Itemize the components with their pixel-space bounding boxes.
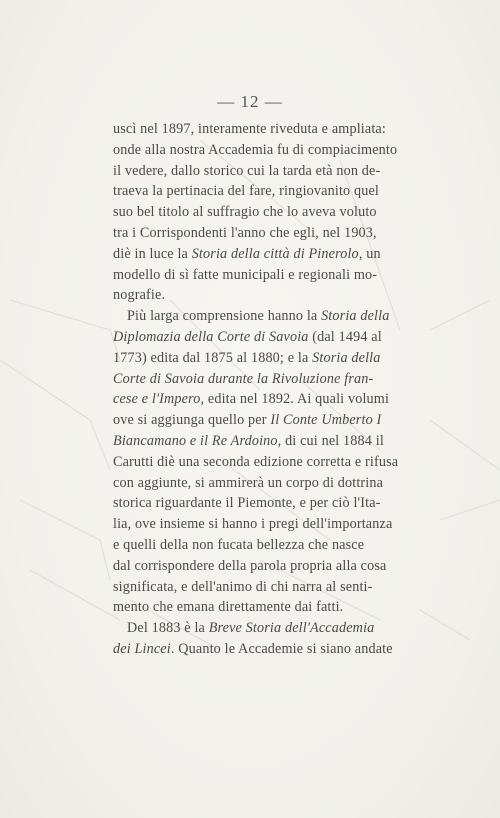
text-run: onde alla nostra Accademia fu di compiacimento bbox=[113, 141, 398, 158]
text-run: Del 1883 è la bbox=[127, 620, 209, 637]
text-line bbox=[113, 369, 431, 390]
text-line bbox=[113, 181, 431, 202]
text-line bbox=[113, 597, 431, 618]
text-line bbox=[113, 431, 431, 452]
text-line bbox=[113, 140, 431, 161]
text-run: , di cui nel 1884 il bbox=[277, 432, 384, 449]
text-line bbox=[113, 161, 431, 182]
text-line bbox=[113, 556, 431, 577]
text-line bbox=[113, 223, 431, 244]
text-run: . Quanto le Accademie si siano andate bbox=[170, 640, 393, 657]
text-run: significata, e dell'animo di chi narra al senti- bbox=[113, 578, 373, 595]
text-line bbox=[113, 306, 431, 327]
text-line bbox=[113, 493, 431, 514]
text-line bbox=[113, 639, 431, 660]
text-run: uscì nel 1897, interamente riveduta e ampliata: bbox=[113, 121, 386, 137]
italic-title-text: cese e l'Impero bbox=[113, 391, 201, 408]
italic-title-text: Diplomazia della Corte di Savoia bbox=[113, 328, 309, 345]
text-run: traeva la pertinacia del fare, ringiovanito quel bbox=[113, 183, 379, 200]
text-run: Più larga comprensione hanno la bbox=[127, 308, 322, 325]
text-line bbox=[113, 348, 431, 369]
text-run: dal corrispondere della parola propria alla cosa bbox=[113, 557, 387, 574]
text-line bbox=[113, 202, 431, 223]
text-line bbox=[113, 265, 431, 286]
text-line bbox=[113, 389, 431, 410]
text-run: 1773) edita dal 1875 al 1880; e la bbox=[113, 349, 313, 366]
text-run: mento che emana direttamente dai fatti. bbox=[113, 599, 344, 616]
text-line bbox=[113, 410, 431, 431]
italic-title-text: Breve Storia dell'Accademia bbox=[208, 620, 375, 637]
text-line bbox=[113, 514, 431, 535]
text-run: ove si aggiunga quello per bbox=[113, 412, 271, 429]
body-text bbox=[113, 119, 431, 660]
text-run: il vedere, dallo storico cui la tarda età non de- bbox=[113, 162, 381, 179]
text-line bbox=[113, 285, 431, 306]
text-line bbox=[113, 473, 431, 494]
text-run: suo bel titolo al suffragio che lo aveva voluto bbox=[113, 204, 377, 221]
italic-title-text: dei Lincei bbox=[113, 640, 171, 657]
text-run: lia, ove insieme si hanno i pregi dell'importanza bbox=[113, 516, 393, 533]
text-run: modello di sì fatte municipali e regionali mo- bbox=[113, 266, 378, 283]
text-line bbox=[113, 452, 431, 473]
text-run: Carutti diè una seconda edizione corretta e rifusa bbox=[113, 453, 399, 470]
italic-title-text: Il Conte Umberto I bbox=[270, 412, 382, 429]
italic-title-text: Storia della bbox=[321, 308, 390, 325]
text-line bbox=[113, 327, 431, 348]
text-run: nografie. bbox=[113, 287, 166, 304]
text-line bbox=[113, 119, 431, 140]
italic-title-text: Biancamano e il Re Ardoino bbox=[113, 432, 278, 449]
text-run: diè in luce la bbox=[113, 245, 192, 262]
italic-title-text: Corte di Savoia durante la Rivoluzione fran- bbox=[113, 370, 374, 387]
text-line bbox=[113, 618, 431, 639]
text-run: tra i Corrispondenti l'anno che egli, nel 1903, bbox=[113, 224, 377, 241]
italic-title-text: Storia della bbox=[312, 349, 381, 366]
italic-title-text: Storia della città di Pinerolo bbox=[191, 245, 359, 262]
text-line bbox=[113, 535, 431, 556]
text-run: , edita nel 1892. Ai quali volumi bbox=[200, 391, 390, 408]
text-run: e quelli della non fucata bellezza che nasce bbox=[113, 536, 365, 553]
page-number: — 12 — bbox=[217, 92, 283, 111]
text-run: storica riguardante il Piemonte, e per ciò l'Ita- bbox=[113, 495, 381, 512]
text-line bbox=[113, 577, 431, 598]
text-run: , un bbox=[358, 245, 381, 262]
text-run: con aggiunte, si ammirerà un corpo di dottrina bbox=[113, 474, 384, 491]
text-line bbox=[113, 244, 431, 265]
text-run: (dal 1494 al bbox=[308, 328, 382, 345]
